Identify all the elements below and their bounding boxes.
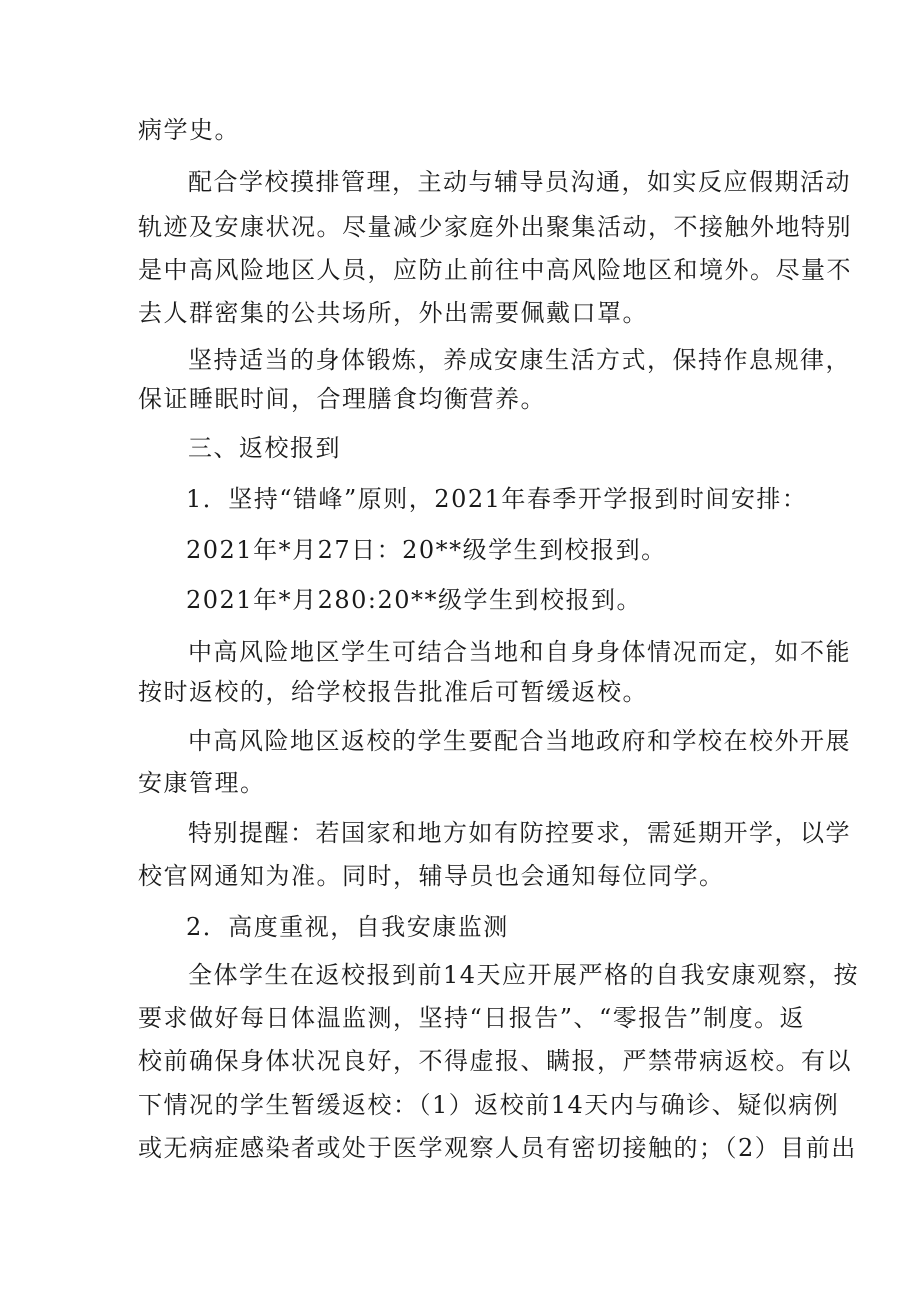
paragraph-line: 中高风险地区返校的学生要配合当地政府和学校在校外开展 [188,727,851,755]
schedule-line: 2021年*月280:20**级学生到校报到。 [186,586,643,614]
text-line: 或无病症感染者或处于医学观察人员有密切接触的；（2）目前出 [138,1134,857,1162]
text-line: 去人群密集的公共场所，外出需要佩戴口罩。 [138,299,648,327]
text-line: 轨迹及安康状况。尽量减少家庭外出聚集活动，不接触外地特别 [138,213,852,241]
paragraph-line: 中高风险地区学生可结合当地和自身身体情况而定，如不能 [188,638,851,666]
subsection-heading: 2．高度重视，自我安康监测 [186,913,509,941]
schedule-line: 2021年*月27日：20**级学生到校报到。 [186,536,667,564]
text-line: 校前确保身体状况良好，不得虚报、瞒报，严禁带病返校。有以 [138,1047,852,1075]
text-line: 按时返校的，给学校报告批准后可暂缓返校。 [138,678,648,706]
paragraph-line: 特别提醒：若国家和地方如有防控要求，需延期开学，以学 [188,819,851,847]
paragraph-line: 配合学校摸排管理，主动与辅导员沟通，如实反应假期活动 [188,168,851,196]
paragraph-line: 坚持适当的身体锻炼，养成安康生活方式，保持作息规律， [188,346,851,374]
text-line: 下情况的学生暂缓返校：（1）返校前14天内与确诊、疑似病例 [138,1091,840,1119]
text-line: 保证睡眠时间，合理膳食均衡营养。 [138,385,546,413]
text-line: 要求做好每日体温监测，坚持“日报告”、“零报告”制度。返 [138,1004,806,1032]
subsection-heading: 1．坚持“错峰”原则，2021年春季开学报到时间安排： [186,485,808,513]
text-line: 是中高风险地区人员，应防止前往中高风险地区和境外。尽量不 [138,256,852,284]
text-line: 安康管理。 [138,769,266,797]
text-line: 校官网通知为准。同时，辅导员也会通知每位同学。 [138,862,725,890]
section-heading: 三、返校报到 [188,434,341,462]
paragraph-line: 全体学生在返校报到前14天应开展严格的自我安康观察，按 [188,961,860,989]
text-line: 病学史。 [138,116,240,144]
